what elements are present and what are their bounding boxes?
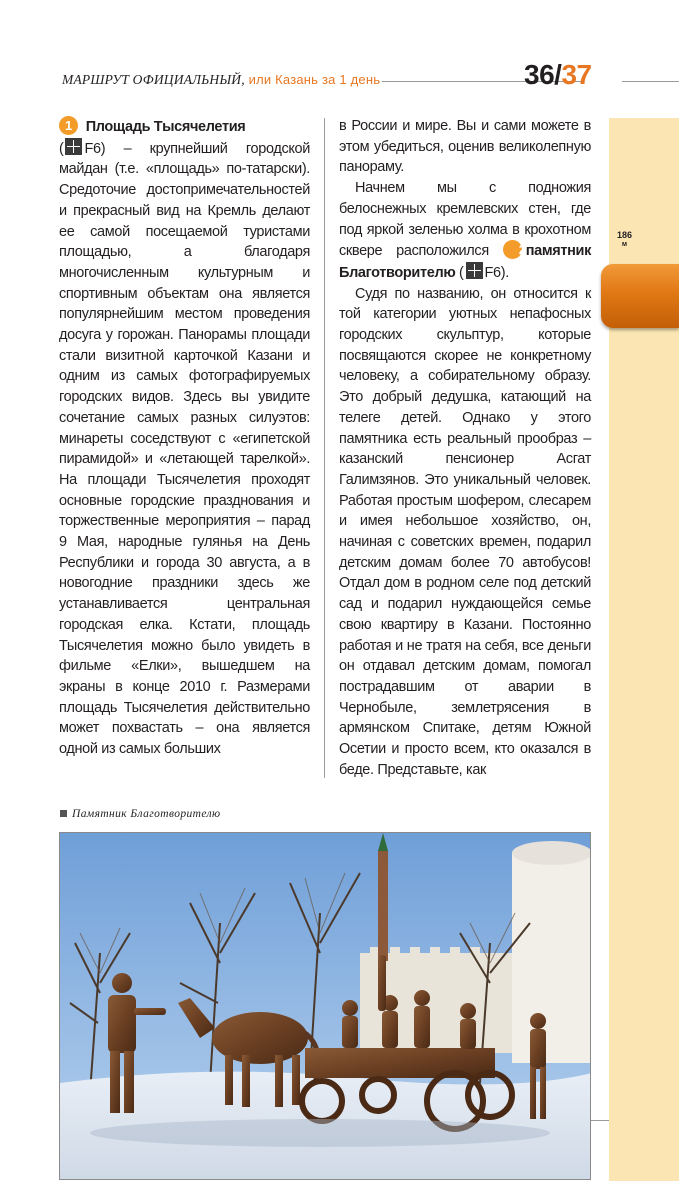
marker-2-badge: 2 xyxy=(503,240,522,259)
text-column-left xyxy=(59,116,310,760)
column-divider xyxy=(324,118,325,778)
paragraph-monument-story: Судя по названию, он относится к той категории уютных непафосных городских скульптур, которые посвящаются скорее не конкретному человеку, а собирательному образу. Это добрый дедушка, катающий на телеге детей. Однако у этого памятника есть реальный прообраз – казанский пенсионер Асгат Галимзянов. Это уникальный человек. Работая простым шофером, слесарем и имея небольшое хозяйство, он, начиная с советских времен, подарил детским домам более 70 автобусов! Отдал дом в родном селе под детский сад и подарил нуждающейся семье свою квартиру в Казани. Постоянно работая и не тратя на себя, все деньги он отдавал детским домам, помогал пострадавшим от аварии в Чернобыле, землетрясения в армянском Спитаке, детям Южной Осетии и просто всем, кто оказался в беде. Представьте, как xyxy=(339,285,591,778)
heading-millennium-square: Площадь Тысячелетия xyxy=(85,119,246,135)
paragraph-monument-intro xyxy=(339,178,591,284)
page-number-right: 37 xyxy=(561,59,592,90)
text-column-right xyxy=(339,116,591,781)
caption-bullet-icon xyxy=(60,810,67,817)
photo-caption-text: Памятник Благотворителю xyxy=(72,808,221,820)
side-tab-number: 186 xyxy=(617,230,633,240)
map-ref-2: F6). xyxy=(484,264,509,281)
map-ref-1: F6) xyxy=(84,140,106,157)
photo-caption xyxy=(60,808,221,820)
header-rule-right xyxy=(622,81,679,82)
route-title: МАРШРУТ ОФИЦИАЛЬНЫЙ, xyxy=(62,72,245,87)
paragraph-continuation: в России и мире. Вы и сами можете в этом убедиться, оценив великолепную панораму. xyxy=(339,118,591,176)
page-header xyxy=(62,59,679,92)
side-tab-label xyxy=(617,230,632,250)
side-tab-strip xyxy=(609,118,679,1181)
page-numbers xyxy=(524,59,592,91)
photo-benefactor-monument xyxy=(59,832,591,1180)
section-tab[interactable] xyxy=(601,264,679,328)
side-tab-unit: м xyxy=(621,241,628,248)
monument-photo-illustration xyxy=(60,833,591,1180)
map-ref-open: ( xyxy=(59,140,64,157)
map-grid-icon xyxy=(65,138,82,155)
route-subtitle: или Казань за 1 день xyxy=(244,72,381,87)
marker-1-badge: 1 xyxy=(59,116,78,135)
map-ref-open-2: ( xyxy=(455,264,464,281)
photo-edge-rule xyxy=(591,1120,609,1121)
page-number-left: 36/ xyxy=(524,59,562,90)
map-grid-icon xyxy=(466,262,483,279)
paragraph-monument-text: Начнем мы с подножия белоснежных кремлевских стен, где под яркой зеленью холма в крохотном сквере расположился xyxy=(339,180,591,260)
heading-benefactor-monument: памятник Благотворителю xyxy=(339,243,591,281)
paragraph-millennium-square: – крупнейший городской майдан (т.е. «площадь» по-татарски). Средоточие достопримечательностей и прекрасный вид на Кремль делают ее самой посещаемой туристами площадью, а благодаря многочисленным культурным и спортивным объектам она является популярнейшим местом проведения досуга у горожан. Панорамы площади стали визитной карточкой Казани и одним из самых фотографируемых городских видов. Здесь вы увидите сочетание самых разных силуэтов: минареты соседствуют с «египетской пирамидой» и «летающей тарелкой». На площади Тысячелетия проходят основные городские празднования и торжественные мероприятия – парад 9 Мая, народные гулянья на День Республики и города 30 августа, а в новогодние праздники здесь же устанавливается центральная городская елка. Кстати, площадь Тысячелетия можно было увидеть в фильме «Елки», вышедшем на экраны в конце 2010 г. Размерами площадь Тысячелетия действительно может похвастать – она является одной из самых больших xyxy=(59,140,310,758)
running-title xyxy=(62,72,380,88)
